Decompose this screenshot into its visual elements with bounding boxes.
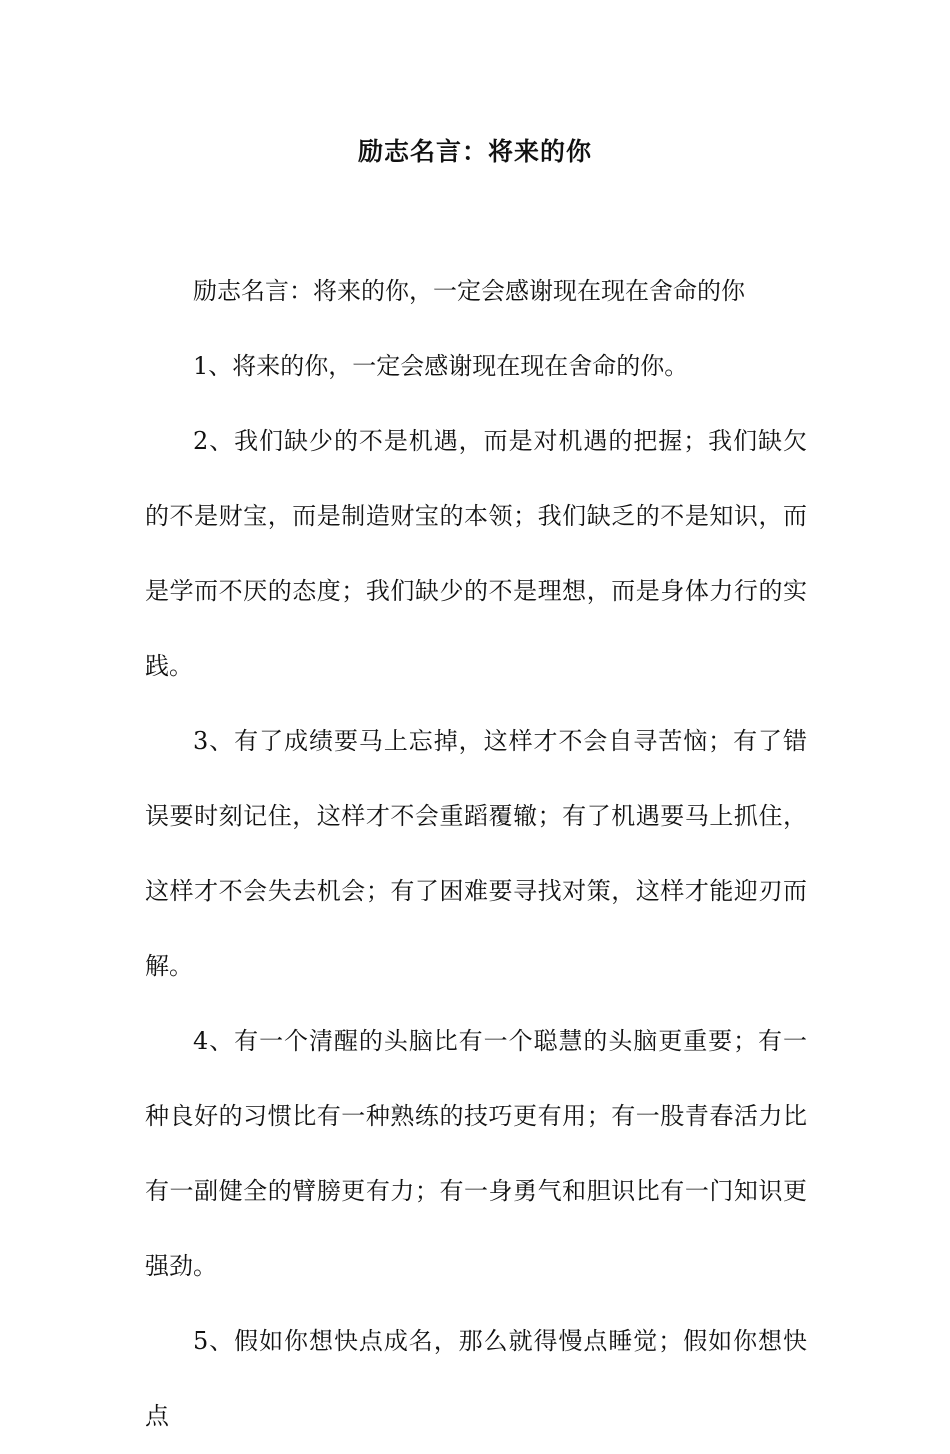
paragraph-2: 2、我们缺少的不是机遇，而是对机遇的把握；我们缺欠的不是财宝，而是制造财宝的本领；我们缺乏的不是知识，而是学而不厌的态度；我们缺少的不是理想，而是身体力行的实践。 — [145, 427, 807, 680]
paragraph-1: 1、将来的你，一定会感谢现在现在舍命的你。 — [193, 352, 689, 380]
paragraph-3: 3、有了成绩要马上忘掉，这样才不会自寻苦恼；有了错误要时刻记住，这样才不会重蹈覆辙；有了机遇要马上抓住，这样才不会失去机会；有了困难要寻找对策，这样才能迎刃而解。 — [145, 727, 807, 980]
paragraph-5: 5、假如你想快点成名，那么就得慢点睡觉；假如你想快点 — [145, 1327, 807, 1430]
paragraph-4: 4、有一个清醒的头脑比有一个聪慧的头脑更重要；有一种良好的习惯比有一种熟练的技巧更有用；有一股青春活力比有一副健全的臂膀更有力；有一身勇气和胆识比有一门知识更强劲。 — [145, 1027, 807, 1280]
document-body — [145, 254, 807, 1454]
paragraph-intro: 励志名言：将来的你，一定会感谢现在现在舍命的你 — [193, 277, 745, 305]
document-title: 励志名言：将来的你 — [357, 137, 592, 166]
